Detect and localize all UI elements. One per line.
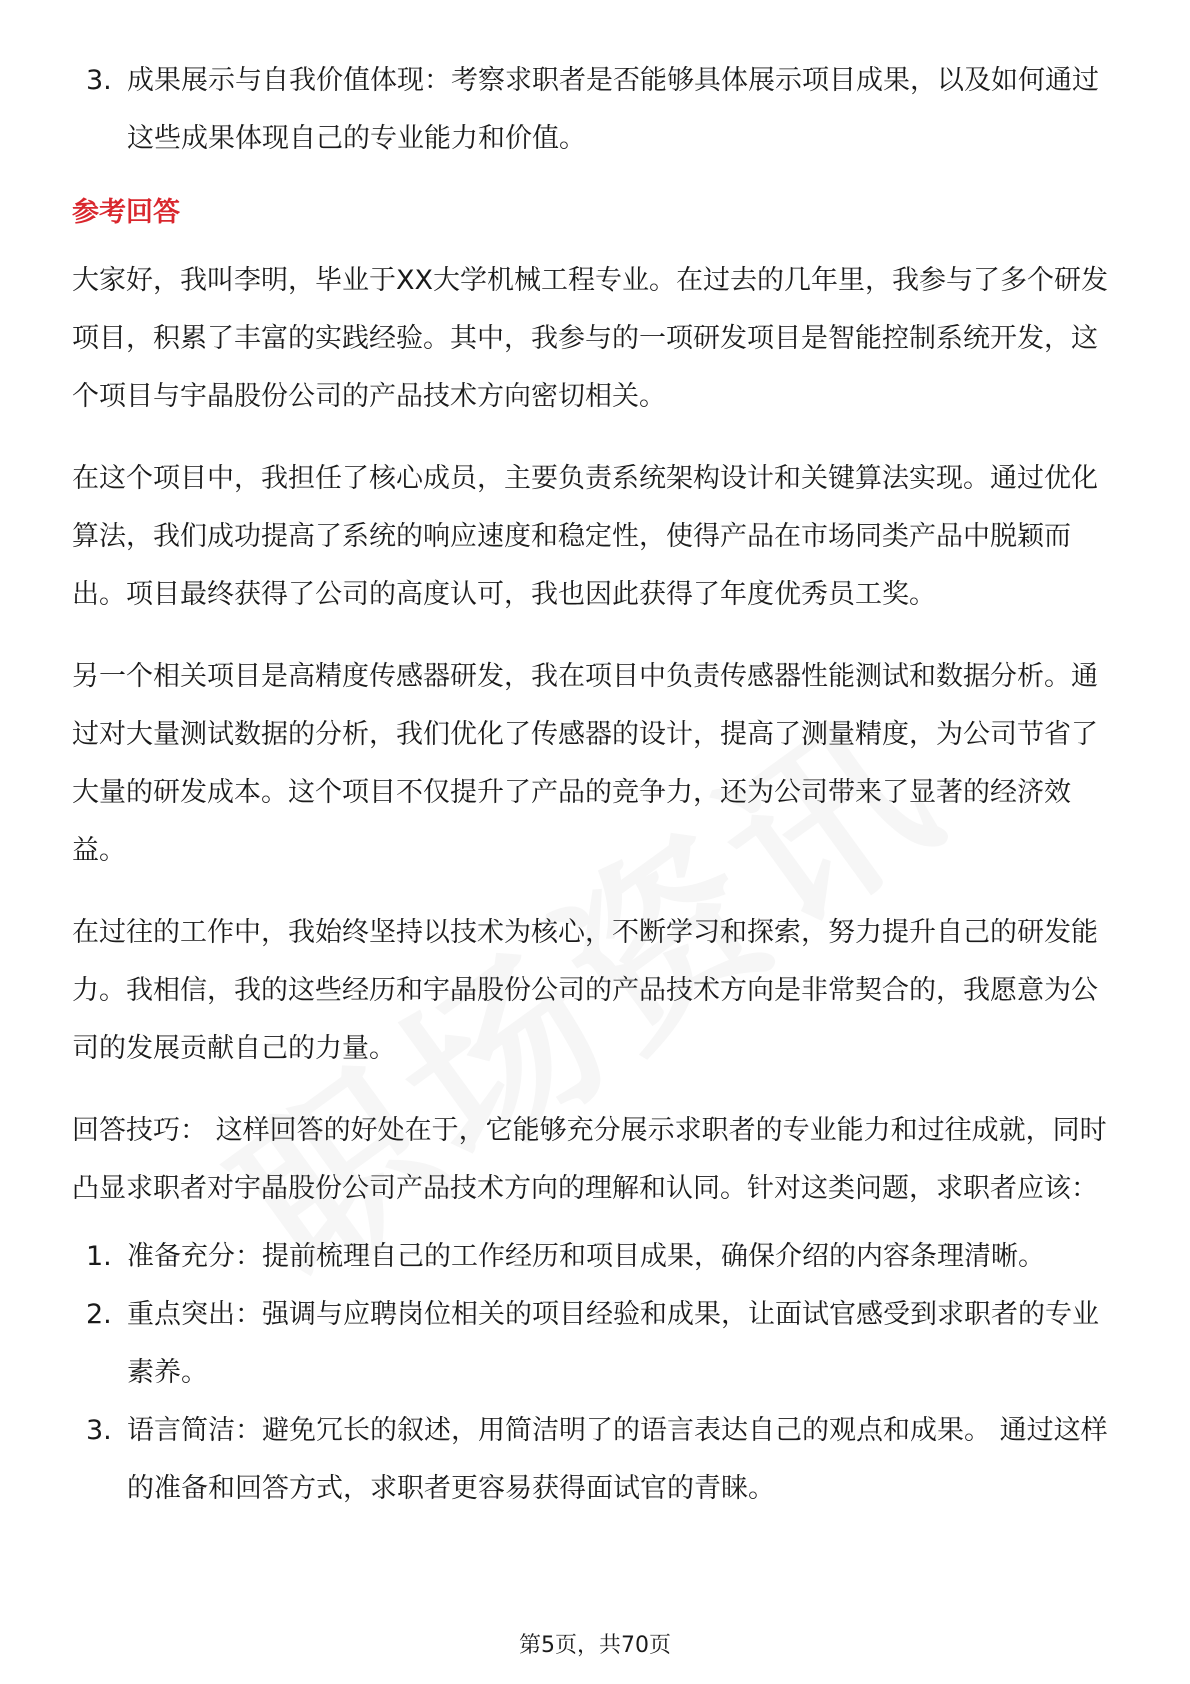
list-item: [72, 1402, 1122, 1518]
document-content: [72, 52, 1122, 1518]
tips-paragraph: 回答技巧： 这样回答的好处在于，它能够充分展示求职者的专业能力和过往成就，同时凸显求职者对宇晶股份公司产品技术方向的理解和认同。针对这类问题，求职者应该：: [72, 1115, 1107, 1204]
list-text: 成果展示与自我价值体现：考察求职者是否能够具体展示项目成果，以及如何通过这些成果体现自己的专业能力和价值。: [127, 65, 1099, 154]
list-item: [72, 1286, 1122, 1402]
list-number: 1.: [86, 1241, 112, 1272]
paragraph: 另一个相关项目是高精度传感器研发，我在项目中负责传感器性能测试和数据分析。通过对大量测试数据的分析，我们优化了传感器的设计，提高了测量精度，为公司节省了大量的研发成本。这个项目不仅提升了产品的竞争力，还为公司带来了显著的经济效益。: [72, 661, 1098, 866]
section-title: 参考回答: [72, 197, 180, 228]
paragraph: 在这个项目中，我担任了核心成员，主要负责系统架构设计和关键算法实现。通过优化算法，我们成功提高了系统的响应速度和稳定性，使得产品在市场同类产品中脱颖而出。项目最终获得了公司的高度认可，我也因此获得了年度优秀员工奖。: [72, 463, 1098, 610]
list-number: 2.: [86, 1299, 112, 1330]
list-number: 3.: [86, 1415, 112, 1446]
page-footer: 第5页，共70页: [519, 1633, 671, 1658]
list-item: [72, 1228, 1122, 1286]
paragraph: 大家好，我叫李明，毕业于XX大学机械工程专业。在过去的几年里，我参与了多个研发项目，积累了丰富的实践经验。其中，我参与的一项研发项目是智能控制系统开发，这个项目与宇晶股份公司的产品技术方向密切相关。: [72, 265, 1108, 412]
intro-list: [72, 52, 1122, 168]
list-text: 重点突出：强调与应聘岗位相关的项目经验和成果，让面试官感受到求职者的专业素养。: [127, 1299, 1099, 1388]
list-number: 3.: [86, 65, 112, 96]
tips-list: [72, 1228, 1122, 1518]
list-text: 语言简洁：避免冗长的叙述，用简洁明了的语言表达自己的观点和成果。 通过这样的准备和回答方式，求职者更容易获得面试官的青睐。: [127, 1415, 1108, 1504]
list-text: 准备充分：提前梳理自己的工作经历和项目成果，确保介绍的内容条理清晰。: [127, 1241, 1045, 1272]
list-item: [72, 52, 1122, 168]
paragraph: 在过往的工作中，我始终坚持以技术为核心，不断学习和探索，努力提升自己的研发能力。我相信，我的这些经历和宇晶股份公司的产品技术方向是非常契合的，我愿意为公司的发展贡献自己的力量。: [72, 917, 1098, 1064]
